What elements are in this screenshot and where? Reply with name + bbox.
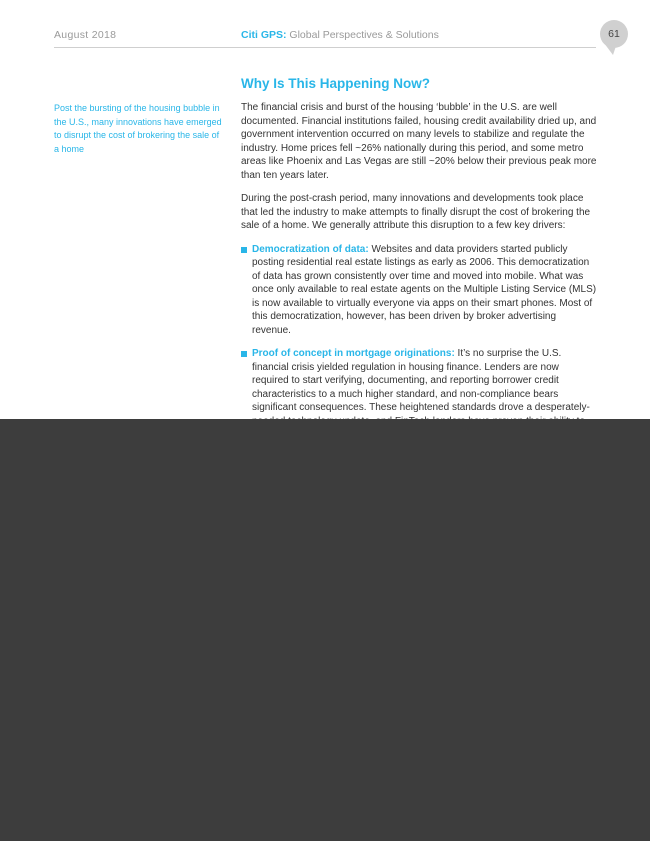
page-header (0, 0, 650, 50)
paragraph-1: The financial crisis and burst of the housing ‘bubble’ in the U.S. are well documented. Financial institutions failed, housing credit availability dried up, and government intervention occurred on many levels to stabilize and regulate the industry. Home prices fell ~26% nationally during this period, and some metro areas like Phoenix and Las Vegas are still ~20% below their previous peak more than ten years later. (241, 102, 597, 181)
header-rule (54, 47, 596, 48)
header-date: August 2018 (54, 29, 117, 41)
brand-accent: Citi GPS: (241, 29, 287, 41)
bullet-text: It’s no surprise the U.S. financial crisis yielded regulation in housing finance. Lenders are now required to start verifying, documenting, and reporting borrower credit characteristics to a much higher standard, and non-compliance bears significant consequences. These heightened standards drove a desperately- (252, 348, 590, 413)
section-heading: Why Is This Happening Now? (241, 76, 430, 91)
square-bullet-icon (241, 351, 247, 357)
list-item (241, 243, 597, 338)
paragraph-2: During the post-crash period, many innovations and developments took place that led the industry to make attempts to finally disrupt the cost of brokering the sale of a home. We generally attribute this disruption to a few key drivers: (241, 193, 591, 231)
dark-overlay (0, 419, 650, 841)
sidebar-note: Post the bursting of the housing bubble in the U.S., many innovations have emerged to disrupt the cost of brokering the sale of a home (54, 103, 222, 154)
bullet-lead: Democratization of data: (252, 243, 369, 255)
square-bullet-icon (241, 247, 247, 253)
page-number-badge: 61 (600, 20, 628, 48)
bullet-lead: Proof of concept in mortgage originations: (252, 348, 455, 359)
header-brand (241, 29, 439, 41)
brand-title: Global Perspectives & Solutions (286, 29, 439, 41)
bullet-text: Websites and data providers started publicly posting residential real estate listings as early as 2006. This democratization of data has grown consistently over time and moved into mobile. What was once only available to real estate agents on the Multiple Listing Service (MLS) is now available to virtually everyone via apps on their smart phones. Most of this democratization, however, has been driven by broker advertising revenue. (252, 243, 597, 336)
